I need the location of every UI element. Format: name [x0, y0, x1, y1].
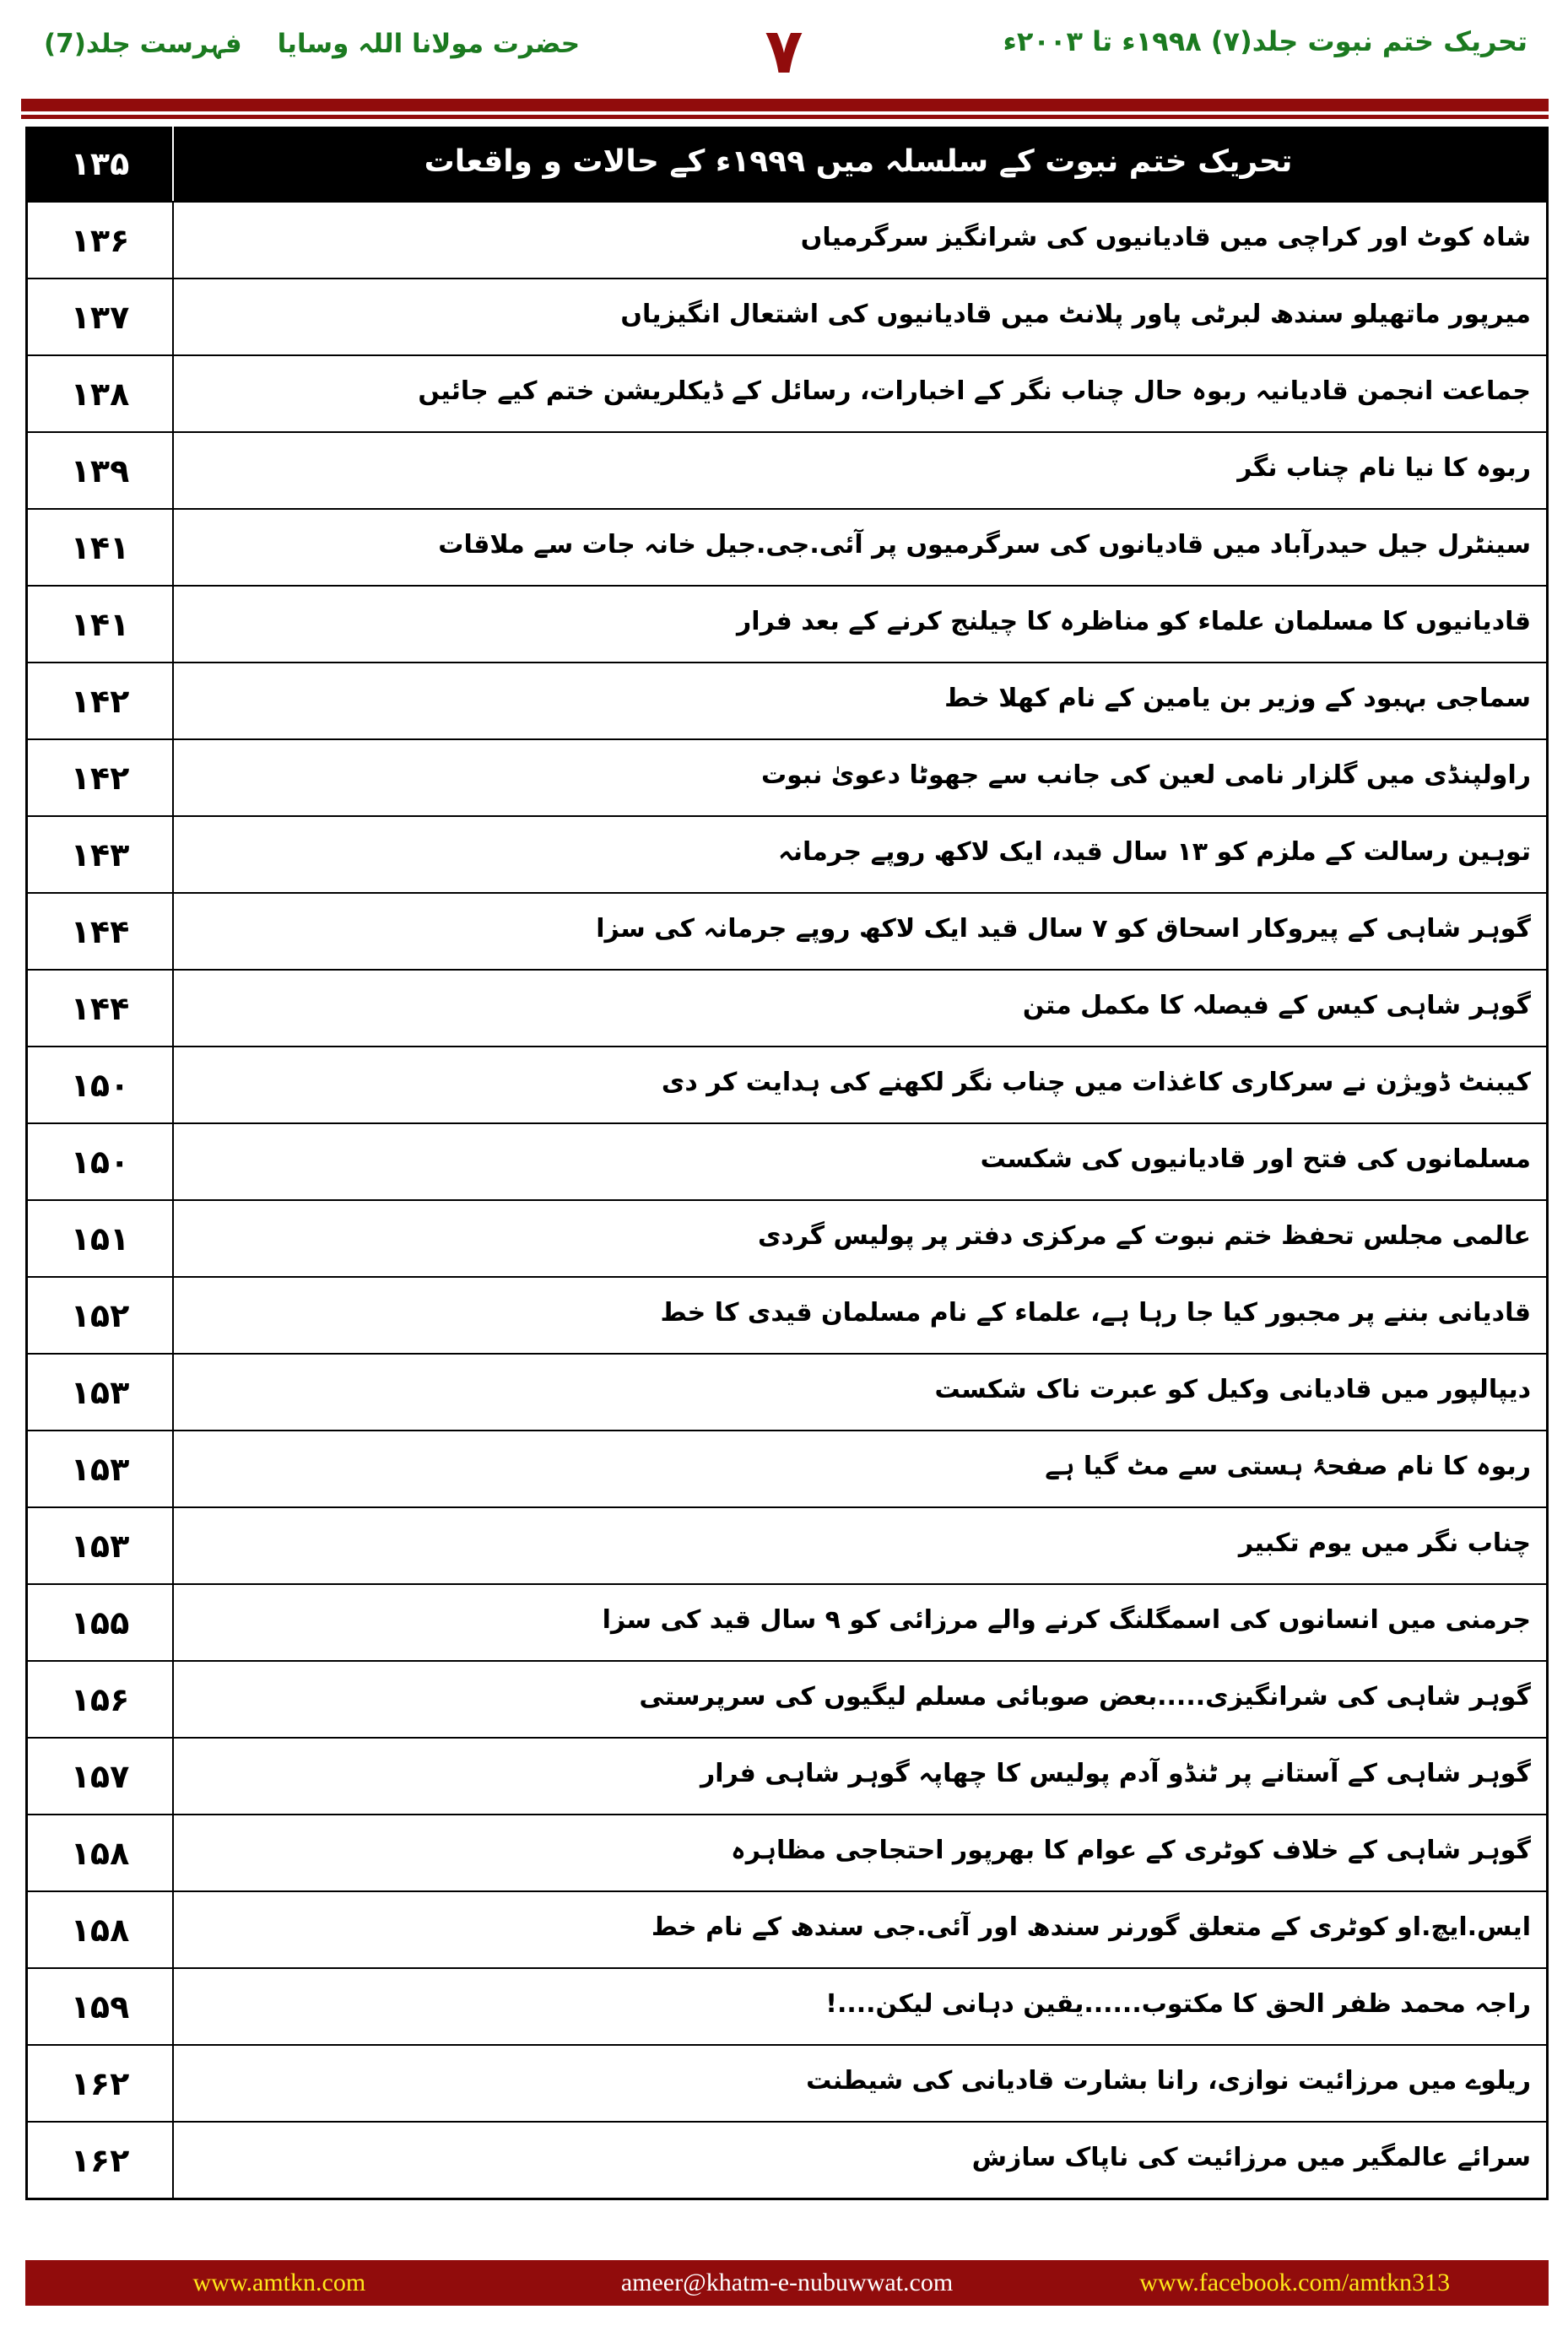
toc-table	[25, 127, 1549, 2200]
table-row	[28, 1890, 1546, 1967]
row-entry-title: ربوہ کا نام صفحۂ ہستی سے مٹ گیا ہے	[1045, 1451, 1531, 1481]
row-page-number: ۱۴۱	[28, 510, 174, 585]
row-entry-title: جرمنی میں انسانوں کی اسمگلنگ کرنے والے مرزائی کو ۹ سال قید کی سزا	[602, 1604, 1531, 1635]
row-page-number: ۱۳۹	[28, 433, 174, 508]
row-page-number: ۱۳۶	[28, 203, 174, 278]
row-page-number: ۱۵۰	[28, 1047, 174, 1122]
footer-facebook-link: www.facebook.com/amtkn313	[1139, 2269, 1451, 2296]
table-row	[28, 354, 1546, 431]
row-entry-title: گوہر شاہی کے آستانے پر ٹنڈو آدم پولیس کا چھاپہ گوہر شاہی فرار	[700, 1758, 1531, 1788]
page-number-top: ۷	[765, 15, 803, 88]
table-row	[28, 738, 1546, 815]
row-entry-title: سینٹرل جیل حیدرآباد میں قادیانوں کی سرگرمیوں پر آئی.جی.جیل خانہ جات سے ملاقات	[438, 529, 1531, 560]
row-entry-title: راجہ محمد ظفر الحق کا مکتوب......یقین دہانی لیکن....!	[825, 1988, 1531, 2019]
row-entry-title: ایس.ایچ.او کوٹری کے متعلق گورنر سندھ اور آئی.جی سندھ کے نام خط	[651, 1912, 1531, 1942]
table-row	[28, 1660, 1546, 1737]
row-entry-title: چناب نگر میں یوم تکبیر	[1238, 1528, 1531, 1558]
footer-website-link: www.amtkn.com	[192, 2269, 366, 2296]
table-row	[28, 1353, 1546, 1430]
table-row	[28, 1814, 1546, 1890]
row-page-number: ۱۳۷	[28, 279, 174, 354]
row-entry-title: سماجی بہبود کے وزیر بن یامین کے نام کھلا خط	[944, 683, 1531, 713]
table-row	[28, 1737, 1546, 1814]
row-entry-title: گوہر شاہی کی شرانگیزی.....بعض صوبائی مسلم لیگیوں کی سرپرستی	[639, 1681, 1531, 1712]
row-entry-title: گوہر شاہی کے پیروکار اسحاق کو ۷ سال قید ایک لاکھ روپے جرمانہ کی سزا	[596, 913, 1531, 944]
table-row	[28, 1967, 1546, 2044]
row-entry-title: ربوہ کا نیا نام چناب نگر	[1237, 452, 1531, 483]
row-entry-title: قادیانی بننے پر مجبور کیا جا رہا ہے، علماء کے نام مسلمان قیدی کا خط	[660, 1297, 1531, 1328]
toc-section-header-row	[28, 127, 1546, 201]
table-row	[28, 815, 1546, 892]
row-page-number: ۱۵۶	[28, 1662, 174, 1737]
row-page-number: ۱۵۳	[28, 1508, 174, 1583]
row-page-number: ۱۶۲	[28, 2046, 174, 2121]
table-row	[28, 1046, 1546, 1122]
table-row	[28, 278, 1546, 354]
row-entry-title: سرائے عالمگیر میں مرزائیت کی ناپاک سازش	[971, 2142, 1531, 2172]
row-page-number: ۱۵۸	[28, 1892, 174, 1967]
volume-index-label: فہرست جلد(7)	[44, 29, 242, 59]
toc-rows	[28, 201, 1546, 2198]
row-entry-title: شاہ کوٹ اور کراچی میں قادیانیوں کی شرانگیز سرگرمیاں	[800, 222, 1531, 252]
row-page-number: ۱۵۸	[28, 1815, 174, 1890]
table-row	[28, 201, 1546, 278]
table-row	[28, 662, 1546, 738]
row-entry-title: گوہر شاہی کے خلاف کوٹری کے عوام کا بھرپور احتجاجی مظاہرہ	[731, 1835, 1531, 1865]
table-row	[28, 585, 1546, 662]
table-row	[28, 1122, 1546, 1199]
row-entry-title: عالمی مجلس تحفظ ختم نبوت کے مرکزی دفتر پر پولیس گردی	[758, 1220, 1531, 1251]
section-header-page-number: ۱۳۵	[28, 127, 174, 201]
table-row	[28, 1583, 1546, 1660]
row-page-number: ۱۴۲	[28, 740, 174, 815]
table-row	[28, 508, 1546, 585]
table-row	[28, 431, 1546, 508]
author-name: حضرت مولانا اللہ وسایا	[277, 29, 581, 59]
footer-email-link: ameer@khatm-e-nubuwwat.com	[620, 2269, 954, 2296]
footer-bar	[25, 2260, 1549, 2306]
row-entry-title: میرپور ماتھیلو سندھ لبرٹی پاور پلانٹ میں قادیانیوں کی اشتعال انگیزیاں	[620, 299, 1531, 329]
row-entry-title: توہین رسالت کے ملزم کو ۱۳ سال قید، ایک لاکھ روپے جرمانہ	[778, 836, 1531, 867]
row-page-number: ۱۴۲	[28, 663, 174, 738]
divider-rule-thick	[21, 99, 1549, 111]
row-page-number: ۱۵۳	[28, 1355, 174, 1430]
row-entry-title: کیبنٹ ڈویژن نے سرکاری کاغذات میں چناب نگر لکھنے کی ہدایت کر دی	[661, 1067, 1531, 1097]
row-page-number: ۱۵۲	[28, 1278, 174, 1353]
row-page-number: ۱۵۵	[28, 1585, 174, 1660]
row-entry-title: راولپنڈی میں گلزار نامی لعین کی جانب سے جھوٹا دعویٰ نبوت	[760, 760, 1531, 790]
row-entry-title: گوہر شاہی کیس کے فیصلہ کا مکمل متن	[1022, 990, 1531, 1020]
row-page-number: ۱۳۸	[28, 356, 174, 431]
row-entry-title: ریلوے میں مرزائیت نوازی، رانا بشارت قادیانی کی شیطنت	[806, 2065, 1531, 2096]
section-header-title: تحریک ختم نبوت کے سلسلہ میں ۱۹۹۹ء کے حالات و واقعات	[424, 143, 1293, 179]
row-page-number: ۱۵۳	[28, 1431, 174, 1506]
row-page-number: ۱۴۴	[28, 894, 174, 969]
row-entry-title: جماعت انجمن قادیانیہ ربوہ حال چناب نگر کے اخبارات، رسائل کے ڈیکلریشن ختم کیے جائیں	[418, 376, 1531, 406]
row-entry-title: دیپالپور میں قادیانی وکیل کو عبرت ناک شکست	[934, 1374, 1531, 1404]
row-entry-title: مسلمانوں کی فتح اور قادیانیوں کی شکست	[980, 1144, 1531, 1174]
table-row	[28, 1276, 1546, 1353]
row-page-number: ۱۴۴	[28, 971, 174, 1046]
row-page-number: ۱۶۲	[28, 2123, 174, 2198]
row-page-number: ۱۵۰	[28, 1124, 174, 1199]
table-row	[28, 1199, 1546, 1276]
table-row	[28, 1430, 1546, 1506]
table-row	[28, 2121, 1546, 2198]
row-page-number: ۱۵۷	[28, 1739, 174, 1814]
divider-rule-thin	[21, 115, 1549, 119]
table-row	[28, 2044, 1546, 2121]
table-row	[28, 969, 1546, 1046]
row-page-number: ۱۵۱	[28, 1201, 174, 1276]
row-page-number: ۱۴۳	[28, 817, 174, 892]
table-row	[28, 892, 1546, 969]
header-right-book-title: تحریک ختم نبوت جلد(۷) ۱۹۹۸ء تا ۲۰۰۳ء	[1003, 25, 1527, 57]
row-entry-title: قادیانیوں کا مسلمان علماء کو مناظرہ کا چیلنج کرنے کے بعد فرار	[736, 606, 1531, 636]
table-row	[28, 1506, 1546, 1583]
row-page-number: ۱۵۹	[28, 1969, 174, 2044]
row-page-number: ۱۴۱	[28, 587, 174, 662]
